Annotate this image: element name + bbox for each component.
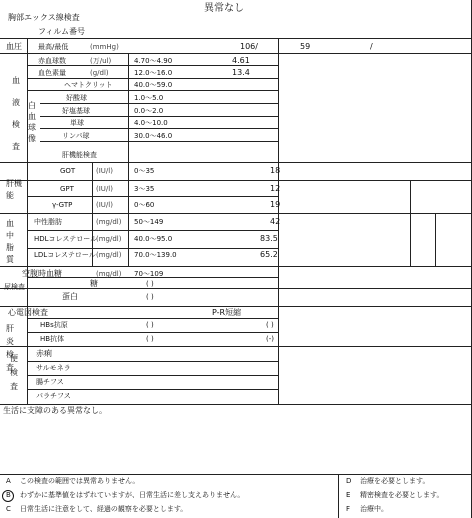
hb-label: 血色素量: [38, 69, 66, 77]
hct-range: 40.0〜59.0: [134, 81, 173, 89]
rule: [28, 230, 278, 231]
fbs-range: 70〜109: [134, 270, 164, 278]
rule: [40, 103, 278, 104]
ldl-value: 65.2: [260, 250, 278, 259]
rule: [0, 474, 472, 475]
eos-label: 好酸球: [66, 94, 87, 102]
legend-c-mark: C: [6, 505, 11, 513]
film-number-label: フィルム番号: [38, 27, 86, 36]
legend-b-mark: B: [6, 491, 11, 499]
hb-unit: (g/dl): [90, 69, 109, 77]
rule: [410, 180, 411, 266]
bp-side-label: 血圧: [6, 42, 22, 51]
rule: [0, 180, 472, 181]
hb-value: 13.4: [232, 68, 250, 77]
baso-range: 0.0〜2.0: [134, 107, 164, 115]
eos-range: 1.0〜5.0: [134, 94, 164, 102]
tg-range: 50〜149: [134, 218, 164, 226]
rule: [28, 248, 278, 249]
bp-systolic: 106/: [240, 42, 258, 51]
legend-d-text: 治療を必要とします。: [360, 477, 430, 485]
urine-sugar-value: ( ): [146, 280, 154, 288]
rule: [28, 78, 278, 79]
gpt-label: GPT: [60, 185, 74, 193]
hb-antibody-label: HB抗体: [40, 335, 65, 343]
rule: [338, 474, 339, 518]
got-unit: (IU/l): [96, 167, 113, 175]
dysentery-label: 赤痢: [36, 349, 52, 358]
rule: [0, 404, 472, 405]
legend-f-mark: F: [346, 505, 351, 513]
legend-a-mark: A: [6, 477, 11, 485]
hb-antibody-value: ( ): [146, 335, 154, 343]
hbs-antigen-value: ( ): [146, 321, 154, 329]
rule: [0, 53, 472, 54]
mono-label: 単球: [70, 119, 84, 127]
rule: [40, 116, 278, 117]
fbs-unit: (mg/dl): [96, 270, 122, 278]
lipid-side-label: 血中脂質: [6, 219, 14, 264]
rule: [0, 306, 472, 307]
bp-diastolic: 59: [300, 42, 311, 51]
hct-label: ヘマトクリット: [64, 81, 113, 89]
gpt-range: 3〜35: [134, 185, 155, 193]
hbs-antigen-label: HBs抗原: [40, 321, 68, 329]
wbc-group-label: 白血球像: [28, 101, 36, 143]
rbc-value: 4.61: [232, 56, 250, 65]
rule: [28, 375, 278, 376]
hbs-antigen-result: ( ): [266, 321, 274, 329]
rbc-label: 赤血球数: [38, 57, 66, 65]
rule: [0, 213, 472, 214]
ggtp-unit: (IU/l): [96, 201, 113, 209]
legend-d-mark: D: [346, 477, 352, 485]
rule: [0, 266, 472, 267]
lymph-label: リンパ球: [62, 132, 90, 140]
gpt-value: 12: [270, 184, 281, 193]
legend-a-text: この検査の範囲では異常ありません。: [20, 477, 140, 485]
rule: [27, 38, 28, 404]
urine-sugar-label: 糖: [90, 279, 98, 288]
tg-unit: (mg/dl): [96, 218, 122, 226]
liver-side-label: 肝機能: [6, 179, 22, 200]
hb-range: 12.0〜16.0: [134, 69, 173, 77]
hepatitis-side-label: 肝炎検査: [6, 324, 14, 372]
bp-unit: (mmHg): [90, 43, 119, 51]
got-value: 18: [270, 166, 281, 175]
hdl-unit: (mg/dl): [96, 235, 122, 243]
ggtp-range: 0〜60: [134, 201, 155, 209]
got-range: 0〜35: [134, 167, 155, 175]
rule: [0, 162, 472, 163]
rbc-range: 4.70〜4.90: [134, 57, 173, 65]
rule: [28, 389, 278, 390]
lymph-range: 30.0〜46.0: [134, 132, 173, 140]
salmonella-label: サルモネラ: [36, 364, 71, 372]
rule: [40, 141, 278, 142]
hdl-value: 83.5: [260, 234, 278, 243]
hb-antibody-result: (-): [266, 335, 274, 343]
urine-side-label: 尿検査: [4, 283, 25, 291]
urine-protein-value: ( ): [146, 293, 154, 301]
rule: [28, 332, 278, 333]
fbs-label: 空腹時血糖: [22, 269, 62, 278]
ecg-side-label: 心電図検査: [8, 308, 48, 317]
ldl-label: LDLコレステロール: [34, 251, 96, 259]
bp-slash: /: [370, 42, 373, 51]
ecg-finding: P-R短縮: [212, 308, 242, 317]
stool-side-label: 便検査: [10, 354, 18, 391]
rule: [128, 53, 129, 266]
rule: [40, 128, 278, 129]
rule: [435, 213, 436, 266]
hdl-range: 40.0〜95.0: [134, 235, 173, 243]
mono-range: 4.0〜10.0: [134, 119, 168, 127]
baso-label: 好塩基球: [62, 107, 90, 115]
legend-b-text: わずかに基準値をはずれていますが、日常生活に差し支えありません。: [20, 491, 245, 499]
rule: [28, 196, 278, 197]
ldl-unit: (mg/dl): [96, 251, 122, 259]
rule: [0, 38, 472, 39]
legend-e-text: 精密検査を必要とします。: [360, 491, 444, 499]
rbc-unit: (万/ul): [90, 57, 112, 65]
typhoid-label: 腸チフス: [36, 378, 64, 386]
got-label: GOT: [60, 167, 76, 175]
liver-header: 肝機能検査: [62, 151, 97, 159]
tg-value: 42: [270, 217, 281, 226]
normal-stamp: 異常なし: [204, 3, 244, 14]
gpt-unit: (IU/l): [96, 185, 113, 193]
hdl-label: HDLコレステロール: [34, 235, 98, 243]
xray-title: 胸部エックス線検査: [8, 13, 80, 22]
rule: [28, 318, 278, 319]
ldl-range: 70.0〜139.0: [134, 251, 177, 259]
special-notes: 生活に支障のある異常なし。: [3, 406, 107, 415]
tg-label: 中性脂肪: [34, 218, 62, 226]
ggtp-label: γ-GTP: [52, 201, 73, 209]
ggtp-value: 19: [270, 200, 281, 209]
rule: [28, 361, 278, 362]
blood-test-side-label: 血液検査: [12, 76, 20, 151]
paratyphoid-label: パラチフス: [36, 392, 71, 400]
legend-c-text: 日常生活に注意をして、経過の観察を必要とします。: [20, 505, 188, 513]
rule: [0, 346, 472, 347]
rule: [28, 65, 278, 66]
legend-e-mark: E: [346, 491, 351, 499]
rule: [0, 288, 472, 289]
rule: [28, 90, 278, 91]
bp-label: 最高/最低: [38, 43, 69, 51]
legend-f-text: 治療中。: [360, 505, 388, 513]
urine-protein-label: 蛋白: [62, 292, 78, 301]
